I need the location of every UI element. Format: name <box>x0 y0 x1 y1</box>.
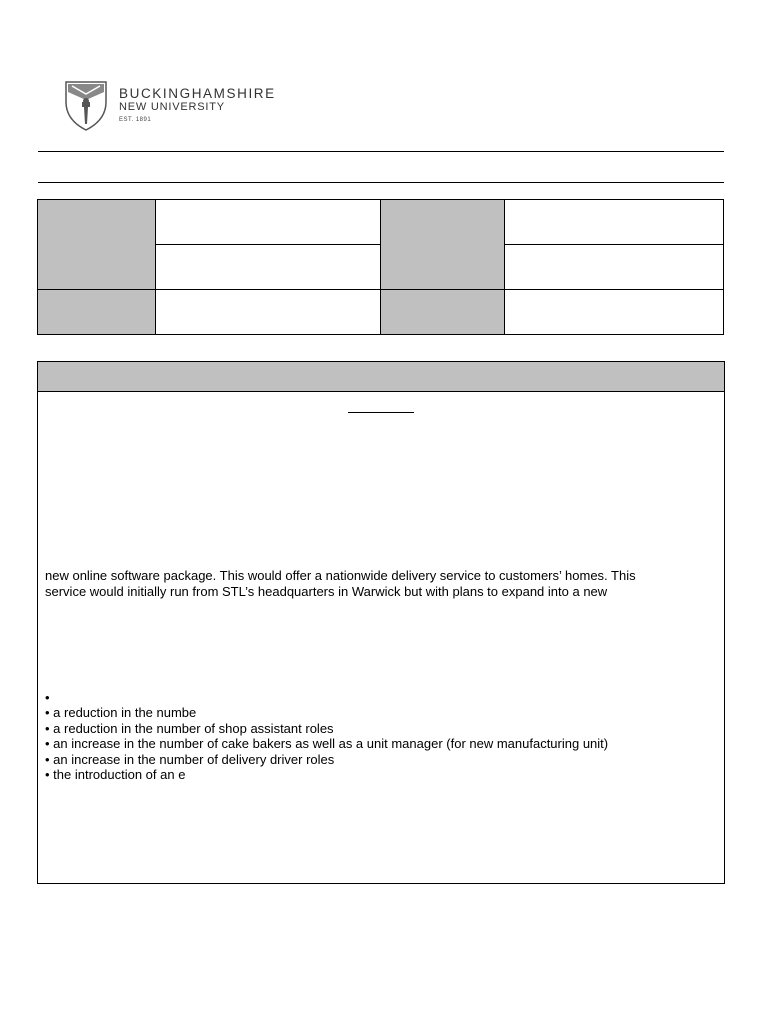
info-value-6[interactable] <box>505 290 724 335</box>
info-value-5[interactable] <box>156 290 381 335</box>
list-item: • a reduction in the numbe <box>45 705 197 721</box>
list-item: • an increase in the number of delivery driver roles <box>45 751 335 767</box>
title-underline <box>348 412 414 413</box>
info-table <box>37 199 724 335</box>
info-label-1 <box>38 200 156 290</box>
info-label-3 <box>38 290 156 335</box>
section-header <box>38 362 724 392</box>
logo-line-2: NEW UNIVERSITY <box>119 101 225 113</box>
divider-top <box>38 151 724 152</box>
university-logo <box>64 80 284 132</box>
scenario-paragraph <box>45 568 715 600</box>
list-item: • <box>45 690 50 705</box>
info-value-2[interactable] <box>505 200 724 245</box>
list-item: • a reduction in the number of shop assistant roles <box>45 720 334 736</box>
info-label-4 <box>381 290 505 335</box>
list-item: • an increase in the number of cake bakers as well as a unit manager (for new manufacturing unit) <box>45 736 609 752</box>
crest-icon <box>64 80 108 132</box>
info-value-1[interactable] <box>156 200 381 245</box>
list-item: • the introduction of an e <box>45 767 186 783</box>
info-value-4[interactable] <box>505 245 724 290</box>
logo-line-1: BUCKINGHAMSHIRE <box>119 86 276 101</box>
changes-list <box>45 690 715 782</box>
info-label-2 <box>381 200 505 290</box>
scenario-section <box>37 361 725 884</box>
paragraph-line-1: new online software package. This would offer a nationwide delivery service to customers’ homes. This <box>45 568 636 583</box>
divider-bottom <box>38 182 724 183</box>
logo-established: EST. 1891 <box>119 117 152 123</box>
paragraph-line-2: service would initially run from STL’s headquarters in Warwick but with plans to expand into a new <box>45 584 608 599</box>
info-value-3[interactable] <box>156 245 381 290</box>
